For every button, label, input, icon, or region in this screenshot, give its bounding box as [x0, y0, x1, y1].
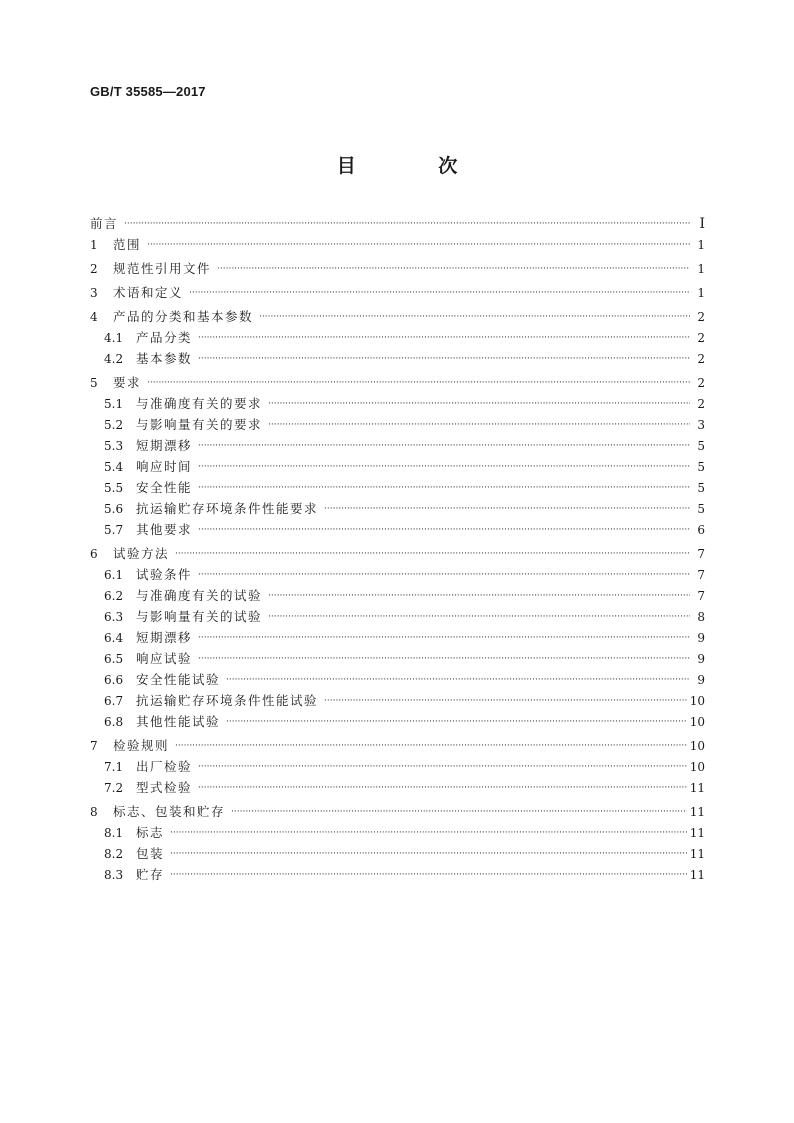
dot-leader: [198, 478, 690, 499]
toc-entry-page: 1: [697, 262, 705, 276]
toc-entry[interactable]: [90, 348, 705, 369]
toc-entry-page: 3: [697, 418, 705, 432]
toc-entry-label: 标志、包装和贮存: [113, 804, 226, 819]
toc-entry-number: 1: [90, 238, 98, 252]
dot-leader: [170, 823, 687, 844]
dot-leader: [268, 394, 690, 415]
toc-entry-label: 术语和定义: [113, 285, 184, 300]
toc-entry[interactable]: [90, 564, 705, 585]
toc-entry[interactable]: [90, 372, 705, 393]
toc-entry-label: 范围: [113, 237, 142, 252]
dot-leader: [147, 235, 690, 256]
toc-entry[interactable]: [90, 477, 705, 498]
toc-entry-label: 与准确度有关的要求: [136, 396, 263, 411]
toc-entry-page: 5: [697, 502, 705, 516]
toc-entry-label: 产品分类: [136, 330, 193, 345]
toc-entry-number: 5.5: [104, 481, 124, 495]
toc-entry-page: 10: [689, 760, 705, 774]
toc-entry[interactable]: [90, 393, 705, 414]
toc-entry-label: 抗运输贮存环境条件性能试验: [136, 693, 319, 708]
toc-entry[interactable]: [90, 669, 705, 690]
toc-entry-page: 2: [697, 352, 705, 366]
toc-entry-number: 5.2: [104, 418, 124, 432]
toc-entry-label: 与影响量有关的要求: [136, 417, 263, 432]
toc-entry-page: 9: [697, 673, 705, 687]
toc-entry-number: 4.2: [104, 352, 124, 366]
toc-entry-page: 6: [697, 523, 705, 537]
toc-entry-number: 6.8: [104, 715, 124, 729]
toc-entry-number: 4.1: [104, 331, 124, 345]
toc-entry-label: 检验规则: [113, 738, 170, 753]
toc-entry-number: 8.2: [104, 847, 124, 861]
toc-entry-page: 7: [697, 547, 705, 561]
toc-entry-label: 试验方法: [113, 546, 170, 561]
toc-entry-label: 规范性引用文件: [113, 261, 212, 276]
toc-entry-page: 11: [689, 868, 705, 882]
toc-entry-page: 7: [697, 589, 705, 603]
toc-entry-number: 8.3: [104, 868, 124, 882]
toc-entry[interactable]: [90, 282, 705, 303]
toc-entry[interactable]: [90, 435, 705, 456]
dot-leader: [198, 649, 690, 670]
dot-leader: [198, 778, 687, 799]
dot-leader: [198, 457, 690, 478]
dot-leader: [175, 544, 690, 565]
toc-entry-number: 5.4: [104, 460, 124, 474]
toc-entry[interactable]: [90, 306, 705, 327]
toc-entry-page: 2: [697, 310, 705, 324]
toc-entry[interactable]: [90, 327, 705, 348]
toc-entry[interactable]: [90, 498, 705, 519]
toc-entry-number: 8: [90, 805, 98, 819]
dot-leader: [268, 586, 690, 607]
dot-leader: [198, 349, 690, 370]
toc-entry-page: 8: [697, 610, 705, 624]
toc-entry-page: 2: [697, 397, 705, 411]
toc-entry-page: 1: [697, 238, 705, 252]
toc-entry-label: 基本参数: [136, 351, 193, 366]
dot-leader: [231, 802, 687, 823]
toc-entry-page: 1: [697, 286, 705, 300]
toc-entry-number: 5: [90, 376, 98, 390]
toc-entry-number: 5.6: [104, 502, 124, 516]
toc-entry[interactable]: [90, 777, 705, 798]
dot-leader: [198, 328, 690, 349]
dot-leader: [189, 283, 690, 304]
toc-entry-number: 5.1: [104, 397, 124, 411]
toc-entry[interactable]: [90, 690, 705, 711]
toc-entry-page: 10: [689, 739, 705, 753]
toc-entry-label: 响应时间: [136, 459, 193, 474]
toc-entry-number: 6.5: [104, 652, 124, 666]
toc-entry-label: 与准确度有关的试验: [136, 588, 263, 603]
toc-entry-number: 8.1: [104, 826, 124, 840]
toc-entry-number: 6.4: [104, 631, 124, 645]
toc-entry-page: 5: [697, 439, 705, 453]
dot-leader: [198, 436, 690, 457]
toc-entry[interactable]: [90, 585, 705, 606]
toc-entry-label: 前言: [90, 216, 119, 231]
toc-entry-label: 标志: [136, 825, 165, 840]
toc-entry-page: 5: [697, 460, 705, 474]
toc-entry-label: 其他性能试验: [136, 714, 221, 729]
toc-entry[interactable]: [90, 213, 705, 234]
toc-entry[interactable]: [90, 735, 705, 756]
dot-leader: [268, 607, 690, 628]
toc-entry-label: 抗运输贮存环境条件性能要求: [136, 501, 319, 516]
toc-entry-number: 7: [90, 739, 98, 753]
toc-entry[interactable]: [90, 456, 705, 477]
toc-entry-label: 与影响量有关的试验: [136, 609, 263, 624]
toc-entry-number: 6.7: [104, 694, 124, 708]
toc-entry-number: 6.1: [104, 568, 124, 582]
toc-entry-number: 6.2: [104, 589, 124, 603]
dot-leader: [175, 736, 687, 757]
toc-entry[interactable]: [90, 519, 705, 540]
toc-entry-page: 11: [689, 847, 705, 861]
toc-entry-page: 9: [697, 652, 705, 666]
toc-entry-number: 3: [90, 286, 98, 300]
toc-entry-number: 2: [90, 262, 98, 276]
toc-entry-page: 10: [689, 715, 705, 729]
toc-entry[interactable]: [90, 843, 705, 864]
toc-entry[interactable]: [90, 801, 705, 822]
toc-entry-label: 包装: [136, 846, 165, 861]
toc-entry-number: 6.3: [104, 610, 124, 624]
toc-entry-page: 10: [689, 694, 705, 708]
toc-entry-page: 11: [689, 805, 705, 819]
toc-entry-label: 要求: [113, 375, 142, 390]
toc-entry-label: 短期漂移: [136, 630, 193, 645]
toc-entry[interactable]: [90, 756, 705, 777]
dot-leader: [217, 259, 690, 280]
toc-entry[interactable]: [90, 711, 705, 732]
dot-leader: [259, 307, 690, 328]
toc-entry-label: 产品的分类和基本参数: [113, 309, 254, 324]
toc-entry-label: 出厂检验: [136, 759, 193, 774]
toc-entry-number: 5.7: [104, 523, 124, 537]
table-of-contents: [90, 213, 705, 885]
toc-entry[interactable]: [90, 648, 705, 669]
page-title: 目 次: [336, 155, 496, 177]
standard-id: GB/T 35585—2017: [90, 84, 206, 99]
toc-entry-label: 安全性能试验: [136, 672, 221, 687]
toc-entry-label: 贮存: [136, 867, 165, 882]
toc-entry[interactable]: [90, 864, 705, 885]
toc-entry-number: 7.1: [104, 760, 124, 774]
dot-leader: [147, 373, 690, 394]
dot-leader: [198, 520, 690, 541]
toc-entry-label: 安全性能: [136, 480, 193, 495]
toc-entry-page: 9: [697, 631, 705, 645]
toc-entry[interactable]: [90, 234, 705, 255]
toc-entry[interactable]: [90, 258, 705, 279]
toc-entry-label: 短期漂移: [136, 438, 193, 453]
toc-entry-page: 7: [697, 568, 705, 582]
toc-entry-label: 型式检验: [136, 780, 193, 795]
dot-leader: [324, 499, 690, 520]
toc-entry-page: I: [699, 216, 705, 232]
dot-leader: [198, 757, 687, 778]
dot-leader: [170, 865, 687, 886]
toc-entry[interactable]: [90, 543, 705, 564]
toc-entry-number: 6: [90, 547, 98, 561]
dot-leader: [226, 712, 687, 733]
dot-leader: [226, 670, 690, 691]
toc-entry-label: 其他要求: [136, 522, 193, 537]
toc-entry-page: 11: [689, 826, 705, 840]
dot-leader: [268, 415, 690, 436]
dot-leader: [170, 844, 687, 865]
toc-entry-number: 4: [90, 310, 98, 324]
toc-entry-label: 试验条件: [136, 567, 193, 582]
dot-leader: [124, 214, 690, 235]
toc-entry[interactable]: [90, 627, 705, 648]
toc-entry-number: 5.3: [104, 439, 124, 453]
toc-entry[interactable]: [90, 606, 705, 627]
toc-entry-page: 11: [689, 781, 705, 795]
toc-entry-number: 7.2: [104, 781, 124, 795]
dot-leader: [198, 628, 690, 649]
toc-entry-number: 6.6: [104, 673, 124, 687]
toc-entry-page: 2: [697, 376, 705, 390]
toc-entry-page: 2: [697, 331, 705, 345]
toc-entry[interactable]: [90, 414, 705, 435]
dot-leader: [324, 691, 687, 712]
dot-leader: [198, 565, 690, 586]
toc-entry-label: 响应试验: [136, 651, 193, 666]
toc-entry-page: 5: [697, 481, 705, 495]
toc-entry[interactable]: [90, 822, 705, 843]
